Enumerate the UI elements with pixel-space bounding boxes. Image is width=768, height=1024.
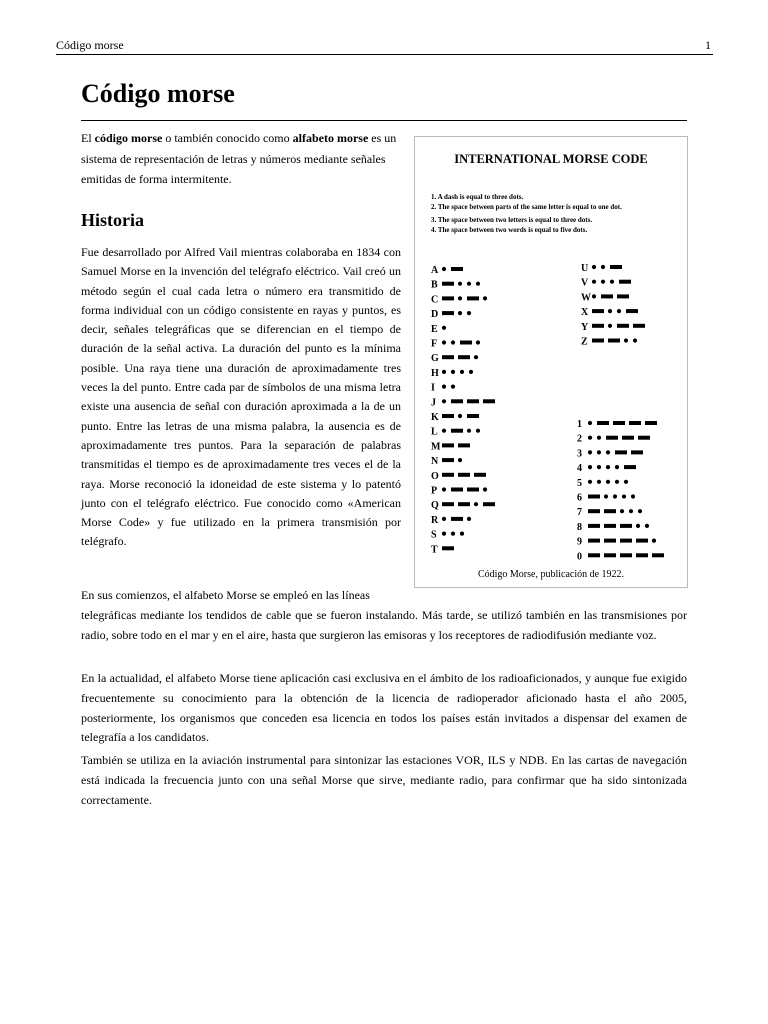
morse-right-dot-W bbox=[592, 294, 596, 298]
morse-digit-dot-2 bbox=[597, 436, 601, 440]
morse-digit-dot-3 bbox=[597, 450, 601, 454]
morse-left-dot-D bbox=[458, 311, 462, 315]
morse-left-dash-O bbox=[442, 473, 454, 477]
morse-left-dash-C bbox=[467, 296, 479, 300]
morse-left-char-B: B bbox=[431, 279, 438, 291]
paragraph-comienzos bbox=[81, 586, 687, 645]
morse-left-dash-K bbox=[467, 414, 479, 418]
intro-text-3: es un sistema de representación de letras y números mediante señales emitidas de forma intermitente. bbox=[81, 131, 397, 186]
morse-left-char-R: R bbox=[431, 514, 439, 526]
morse-left-dot-D bbox=[467, 311, 471, 315]
morse-right-dash-X bbox=[592, 309, 604, 313]
morse-left-dash-J bbox=[467, 399, 479, 403]
morse-left-dash-F bbox=[460, 341, 472, 345]
morse-left-dot-B bbox=[476, 282, 480, 286]
morse-left-char-M: M bbox=[431, 441, 441, 453]
morse-left-dot-F bbox=[442, 340, 446, 344]
morse-digit-dash-4 bbox=[624, 465, 636, 469]
morse-left-dot-S bbox=[460, 532, 464, 536]
morse-digit-char-8: 8 bbox=[577, 521, 582, 533]
morse-digit-dash-8 bbox=[588, 524, 600, 528]
morse-digit-dot-4 bbox=[597, 465, 601, 469]
morse-digit-dash-7 bbox=[588, 509, 600, 513]
morse-digit-char-9: 9 bbox=[577, 536, 582, 548]
morse-left-dot-C bbox=[483, 296, 487, 300]
intro-paragraph bbox=[81, 128, 401, 190]
morse-digit-dash-9 bbox=[588, 539, 600, 543]
morse-left-dash-P bbox=[467, 488, 479, 492]
paragraph-aviacion: También se utiliza en la aviación instrumental para sintonizar las estaciones VOR, ILS y NDB. En las cartas de navegación está indicada la frecuencia junto con una señal Morse que sirve, mediante radio, para confirmar que ha sido sintonizada correctamente. bbox=[81, 753, 687, 807]
intro-text-1: El bbox=[81, 131, 95, 145]
morse-left-char-E: E bbox=[431, 323, 438, 335]
morse-digit-dot-5 bbox=[606, 480, 610, 484]
morse-left-dot-Q bbox=[474, 502, 478, 506]
morse-right-char-Z: Z bbox=[581, 336, 588, 348]
figure-rule-1: 1. A dash is equal to three dots. bbox=[431, 193, 524, 201]
morse-left-dash-P bbox=[451, 488, 463, 492]
page-title: Código morse bbox=[81, 78, 687, 121]
morse-digit-dot-9 bbox=[652, 539, 656, 543]
morse-digit-dot-2 bbox=[588, 436, 592, 440]
morse-left-dash-C bbox=[442, 296, 454, 300]
morse-digit-char-3: 3 bbox=[577, 448, 582, 460]
morse-left-dot-H bbox=[451, 370, 455, 374]
morse-digit-dot-4 bbox=[588, 465, 592, 469]
running-title: Código morse bbox=[56, 38, 124, 52]
morse-digit-dash-9 bbox=[620, 539, 632, 543]
morse-digit-dash-7 bbox=[604, 509, 616, 513]
morse-right-char-V: V bbox=[581, 277, 589, 289]
morse-digit-char-5: 5 bbox=[577, 477, 582, 489]
morse-left-dot-I bbox=[442, 385, 446, 389]
morse-digit-dash-2 bbox=[622, 436, 634, 440]
morse-digit-dot-8 bbox=[645, 524, 649, 528]
morse-left-dot-P bbox=[442, 487, 446, 491]
morse-digit-dot-5 bbox=[597, 480, 601, 484]
morse-digit-dash-1 bbox=[629, 421, 641, 425]
section-heading-historia: Historia bbox=[81, 210, 144, 230]
morse-right-char-W: W bbox=[581, 292, 591, 304]
morse-left-dot-B bbox=[467, 282, 471, 286]
morse-left-dot-S bbox=[451, 532, 455, 536]
morse-right-dash-U bbox=[610, 265, 622, 269]
morse-right-dot-Z bbox=[624, 338, 628, 342]
morse-left-dot-K bbox=[458, 414, 462, 418]
morse-left-char-G: G bbox=[431, 353, 439, 365]
morse-left-char-H: H bbox=[431, 367, 439, 379]
morse-digit-dash-9 bbox=[604, 539, 616, 543]
morse-digit-dash-1 bbox=[597, 421, 609, 425]
morse-right-dot-Z bbox=[633, 338, 637, 342]
morse-digit-dash-3 bbox=[615, 450, 627, 454]
morse-right-dot-U bbox=[592, 265, 596, 269]
morse-left-dot-J bbox=[442, 399, 446, 403]
morse-left-dash-R bbox=[451, 517, 463, 521]
morse-right-dash-Y bbox=[592, 324, 604, 328]
morse-left-dot-P bbox=[483, 487, 487, 491]
morse-right-dash-W bbox=[601, 294, 613, 298]
morse-left-char-S: S bbox=[431, 529, 437, 541]
morse-left-dot-L bbox=[442, 429, 446, 433]
morse-right-dash-V bbox=[619, 280, 631, 284]
morse-right-char-Y: Y bbox=[581, 321, 589, 333]
morse-digit-dash-0 bbox=[636, 553, 648, 557]
morse-digit-dash-8 bbox=[604, 524, 616, 528]
morse-digit-dot-5 bbox=[588, 480, 592, 484]
morse-left-dash-K bbox=[442, 414, 454, 418]
morse-digit-dash-2 bbox=[606, 436, 618, 440]
historia-paragraph: Fue desarrollado por Alfred Vail mientras colaboraba en 1834 con Samuel Morse en la invención del telégrafo eléctrico. Vail creó un método según el cual cada letra o número era transmitido de forma individual con un código consistente en rayas y puntos, es decir, señales telegráficas que se diferencian en el tiempo de duración de la señal activa. La duración del punto es la mínima posible. Una raya tiene una duración de aproximadamente tres veces la del punto. Entre cada par de símbolos de una misma letra existe una ausencia de señal con duración aproximada a la de un punto. Entre las letras de una misma palabra, la ausencia es de aproximadamente tres puntos. Para la separación de palabras transmitidas el tiempo es de aproximadamente tres veces el de la raya. Morse reconoció la idoneidad de este sistema y lo patentó junto con el telégrafo eléctrico. Fue conocido como «American Morse Code» y fue utilizado en la primera transmisión por telégrafo. bbox=[81, 245, 401, 549]
morse-code-chart bbox=[415, 137, 687, 567]
morse-left-dash-Q bbox=[483, 502, 495, 506]
morse-right-dash-X bbox=[626, 309, 638, 313]
morse-left-dash-A bbox=[451, 267, 463, 271]
morse-right-dot-U bbox=[601, 265, 605, 269]
morse-digit-char-7: 7 bbox=[577, 507, 582, 519]
morse-right-dash-Z bbox=[608, 339, 620, 343]
morse-left-dot-C bbox=[458, 296, 462, 300]
page-number: 1 bbox=[705, 38, 711, 52]
morse-left-dash-G bbox=[442, 355, 454, 359]
morse-digit-dash-9 bbox=[636, 539, 648, 543]
morse-left-char-N: N bbox=[431, 456, 439, 468]
morse-digit-dash-0 bbox=[620, 553, 632, 557]
morse-left-char-J: J bbox=[431, 397, 436, 409]
morse-left-char-I: I bbox=[431, 382, 435, 394]
morse-left-dot-L bbox=[467, 429, 471, 433]
figure-rule-4: 4. The space between two words is equal to five dots. bbox=[431, 226, 588, 234]
morse-digit-dot-8 bbox=[636, 524, 640, 528]
morse-left-dot-B bbox=[458, 282, 462, 286]
morse-left-dash-G bbox=[458, 355, 470, 359]
morse-left-dash-M bbox=[458, 443, 470, 447]
morse-right-char-U: U bbox=[581, 263, 589, 274]
morse-right-dash-Z bbox=[592, 339, 604, 343]
morse-left-dot-G bbox=[474, 355, 478, 359]
morse-digit-dot-4 bbox=[615, 465, 619, 469]
morse-right-dot-V bbox=[601, 280, 605, 284]
morse-digit-char-2: 2 bbox=[577, 433, 582, 445]
morse-digit-dash-6 bbox=[588, 495, 600, 499]
morse-left-dot-H bbox=[442, 370, 446, 374]
morse-code-figure bbox=[414, 136, 688, 588]
morse-right-char-X: X bbox=[581, 307, 589, 319]
figure-heading: INTERNATIONAL MORSE CODE bbox=[454, 152, 648, 166]
morse-right-dot-X bbox=[617, 309, 621, 313]
morse-left-dash-J bbox=[451, 399, 463, 403]
morse-right-dot-V bbox=[610, 280, 614, 284]
morse-left-dash-L bbox=[451, 429, 463, 433]
morse-digit-char-6: 6 bbox=[577, 492, 582, 504]
morse-digit-dash-0 bbox=[652, 553, 664, 557]
morse-right-dot-X bbox=[608, 309, 612, 313]
figure-rule-2: 2. The space between parts of the same letter is equal to one dot. bbox=[431, 203, 622, 211]
morse-left-dot-F bbox=[451, 340, 455, 344]
paragraph-comienzos-rest: telegráficas mediante los tendidos de cable que se fueron instalando. Más tarde, se utilizó también en las transmisiones por radio, sobre todo en el mar y en el aire, hasta que surgieron las emisoras y los receptores de radiodifusión mediante voz. bbox=[81, 607, 687, 642]
morse-left-char-L: L bbox=[431, 426, 438, 438]
morse-left-char-F: F bbox=[431, 338, 438, 350]
morse-right-dash-Y bbox=[617, 324, 629, 328]
morse-digit-dot-5 bbox=[624, 480, 628, 484]
morse-right-dot-Y bbox=[608, 324, 612, 328]
morse-left-dash-D bbox=[442, 311, 454, 315]
figure-rule-3: 3. The space between two letters is equal to three dots. bbox=[431, 216, 593, 224]
figure-caption: Código Morse, publicación de 1922. bbox=[477, 569, 625, 580]
morse-digit-dot-7 bbox=[638, 509, 642, 513]
morse-digit-dot-3 bbox=[606, 450, 610, 454]
morse-left-dash-O bbox=[474, 473, 486, 477]
morse-digit-dot-7 bbox=[620, 509, 624, 513]
morse-digit-dash-1 bbox=[613, 421, 625, 425]
morse-left-dot-F bbox=[476, 340, 480, 344]
morse-digit-dot-3 bbox=[588, 450, 592, 454]
morse-digit-dash-1 bbox=[645, 421, 657, 425]
morse-left-dot-H bbox=[460, 370, 464, 374]
morse-left-char-Q: Q bbox=[431, 500, 439, 512]
morse-left-dot-I bbox=[451, 385, 455, 389]
morse-digit-char-1: 1 bbox=[577, 419, 582, 430]
morse-left-dash-O bbox=[458, 473, 470, 477]
morse-digit-dash-2 bbox=[638, 436, 650, 440]
morse-left-dot-A bbox=[442, 267, 446, 271]
morse-digit-dash-0 bbox=[588, 553, 600, 557]
morse-left-char-A: A bbox=[431, 265, 439, 276]
morse-left-dash-Q bbox=[458, 502, 470, 506]
morse-digit-dot-6 bbox=[604, 494, 608, 498]
morse-digit-dot-6 bbox=[622, 494, 626, 498]
morse-digit-dash-0 bbox=[604, 553, 616, 557]
morse-digit-dot-4 bbox=[606, 465, 610, 469]
morse-digit-dot-7 bbox=[629, 509, 633, 513]
morse-digit-dot-6 bbox=[631, 494, 635, 498]
morse-left-char-P: P bbox=[431, 485, 438, 497]
morse-digit-dot-6 bbox=[613, 494, 617, 498]
morse-left-dot-R bbox=[467, 517, 471, 521]
morse-left-dot-E bbox=[442, 326, 446, 330]
morse-left-char-D: D bbox=[431, 309, 439, 321]
morse-digit-char-0: 0 bbox=[577, 551, 582, 563]
morse-digit-dot-1 bbox=[588, 421, 592, 425]
morse-left-dot-H bbox=[469, 370, 473, 374]
intro-bold-1: código morse bbox=[94, 131, 163, 145]
morse-left-dot-S bbox=[442, 532, 446, 536]
morse-left-char-T: T bbox=[431, 544, 438, 556]
paragraph-comienzos-line1: En sus comienzos, el alfabeto Morse se empleó en las líneas bbox=[81, 588, 370, 602]
morse-left-dash-T bbox=[442, 546, 454, 550]
morse-digit-dot-5 bbox=[615, 480, 619, 484]
morse-left-dash-N bbox=[442, 458, 454, 462]
paragraph-actualidad: En la actualidad, el alfabeto Morse tiene aplicación casi exclusiva en el ámbito de los radioaficionados, y aunque fue exigido frecuentemente su conocimiento para la obtención de la licencia de radioperador aficionado hasta el año 2005, posteriormente, los organismos que conceden esa licencia en todos los países están invitados a dispensar del examen de telegrafía a los candidatos. bbox=[81, 671, 687, 745]
morse-left-char-O: O bbox=[431, 470, 439, 482]
morse-left-char-K: K bbox=[431, 412, 439, 423]
morse-left-dot-L bbox=[476, 429, 480, 433]
morse-left-dash-Q bbox=[442, 502, 454, 506]
morse-left-dot-N bbox=[458, 458, 462, 462]
morse-right-dot-V bbox=[592, 280, 596, 284]
intro-bold-2: alfabeto morse bbox=[292, 131, 369, 145]
morse-left-char-C: C bbox=[431, 294, 439, 306]
morse-digit-dash-3 bbox=[631, 450, 643, 454]
morse-left-dash-B bbox=[442, 282, 454, 286]
morse-left-dash-J bbox=[483, 399, 495, 403]
morse-digit-char-4: 4 bbox=[577, 463, 582, 475]
morse-digit-dash-8 bbox=[620, 524, 632, 528]
running-header bbox=[56, 38, 713, 55]
morse-left-dot-R bbox=[442, 517, 446, 521]
morse-right-dash-Y bbox=[633, 324, 645, 328]
morse-left-dash-M bbox=[442, 443, 454, 447]
intro-text-2: o también conocido como bbox=[162, 131, 293, 145]
morse-right-dash-W bbox=[617, 294, 629, 298]
